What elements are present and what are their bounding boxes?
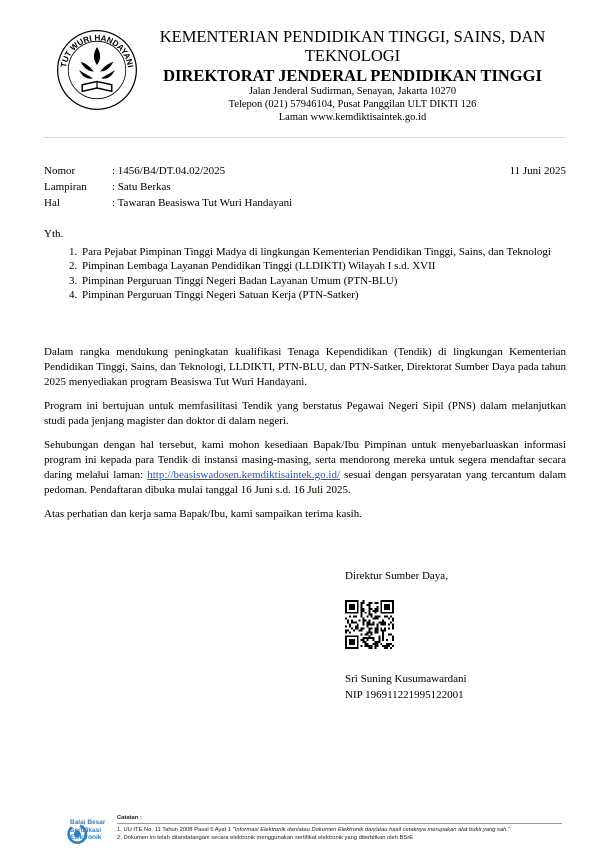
lampiran-value: : Satu Berkas bbox=[112, 181, 171, 193]
list-item: 3. Pimpinan Perguruan Tinggi Negeri Badan Layanan Umum (PTN-BLU) bbox=[80, 274, 566, 289]
paragraph-text: Sehubungan dengan hal tersebut, kami mohon kesediaan Bapak/Ibu Pimpinan untuk menyebarluaskan informasi program ini kepada para Tendik di instansi masing-masing, serta mendorong mereka untuk segera mendaftar secara daring melalui laman: bbox=[44, 439, 566, 481]
hal-value: : Tawaran Beasiswa Tut Wuri Handayani bbox=[112, 197, 293, 209]
paragraph: Atas perhatian dan kerja sama Bapak/Ibu, kami sampaikan terima kasih. bbox=[44, 508, 362, 520]
signatory bbox=[345, 671, 565, 703]
note-1: 1. UU ITE No. 11 Tahun 2008 Pasal 5 Ayat 1 "Informasi Elektronik dan/atau Dokumen Elektronik dan/atau hasil cetaknya merupakan alat bukti yang sah." bbox=[117, 827, 511, 833]
paragraph-text: sesuai dengan persyaratan yang tercantum dalam pedoman. Pendaftaran dibuka mulai tanggal 16 Juni s.d. 16 Juli 2025. bbox=[44, 469, 566, 496]
svg-text:TUT WURI HANDAYANI: TUT WURI HANDAYANI bbox=[59, 33, 135, 69]
phone: Telepon (021) 57946104, Pusat Panggilan ULT DIKTI 126 bbox=[228, 99, 477, 110]
footer-notes bbox=[117, 814, 567, 842]
registration-link[interactable]: http://beasiswadosen.kemdiktisaintek.go.id/ bbox=[147, 469, 341, 481]
lampiran-label: Lampiran bbox=[44, 181, 87, 193]
paragraph bbox=[44, 438, 566, 498]
tut-wuri-handayani-logo bbox=[56, 29, 138, 111]
paragraph: Program ini bertujuan untuk memfasilitasi Tendik yang berstatus Pegawai Negeri Sipil (PNS) dalam melanjutkan studi pada jenjang magister dan doktor di dalam negeri. bbox=[44, 400, 566, 427]
signature-position: Direktur Sumber Daya, bbox=[345, 570, 448, 582]
signature-qr-code bbox=[345, 600, 394, 649]
letter-body bbox=[44, 345, 566, 531]
bsre-label: Balai Besar Sertifikasi Elektronik bbox=[70, 819, 106, 841]
signatory-nip: NIP 196911221995122001 bbox=[345, 689, 464, 701]
list-item: 2. Pimpinan Lembaga Layanan Pendidikan Tinggi (LLDIKTI) Wilayah I s.d. XVII bbox=[80, 259, 566, 274]
notes-divider bbox=[117, 823, 562, 824]
nomor-label: Nomor bbox=[44, 165, 76, 177]
directorate-name: DIREKTORAT JENDERAL PENDIDIKAN TINGGI bbox=[163, 66, 542, 85]
list-item: 4. Pimpinan Perguruan Tinggi Negeri Satuan Kerja (PTN-Satker) bbox=[80, 288, 566, 303]
ministry-name: KEMENTERIAN PENDIDIKAN TINGGI, SAINS, DAN TEKNOLOGI bbox=[159, 27, 546, 65]
letterhead bbox=[150, 27, 555, 124]
recipients bbox=[44, 227, 566, 303]
note-2: 2. Dokumen ini telah ditandatangani secara elektronik menggunakan sertifikat elektronik yang diterbitkan oleh BSrE bbox=[117, 835, 414, 841]
hal-label: Hal bbox=[44, 197, 60, 209]
website: Laman www.kemdiktisaintek.go.id bbox=[278, 112, 427, 123]
letter-meta bbox=[44, 163, 566, 211]
signatory-name: Sri Suning Kusumawardani bbox=[345, 673, 467, 685]
address: Jalan Jenderal Sudirman, Senayan, Jakarta 10270 bbox=[248, 86, 457, 97]
notes-title: Catatan : bbox=[117, 815, 142, 821]
nomor-value: : 1456/B4/DT.04.02/2025 bbox=[112, 165, 226, 177]
letter-date: 11 Juni 2025 bbox=[509, 165, 566, 177]
greeting: Yth. bbox=[44, 228, 64, 240]
list-item: 1. Para Pejabat Pimpinan Tinggi Madya di lingkungan Kementerian Pendidikan Tinggi, Sains, dan Teknologi bbox=[80, 245, 566, 260]
letterhead-divider bbox=[44, 137, 566, 138]
recipient-list bbox=[44, 245, 566, 303]
paragraph: Dalam rangka mendukung peningkatan kualifikasi Tenaga Kependidikan (Tendik) di lingkungan Kementerian Pendidikan Tinggi, Sains, dan Teknologi, LLDIKTI, PTN-BLU, dan PTN-Satker, Direktorat Sumber Daya pada tahun 2025 menyediakan program Beasiswa Tut Wuri Handayani. bbox=[44, 346, 566, 388]
